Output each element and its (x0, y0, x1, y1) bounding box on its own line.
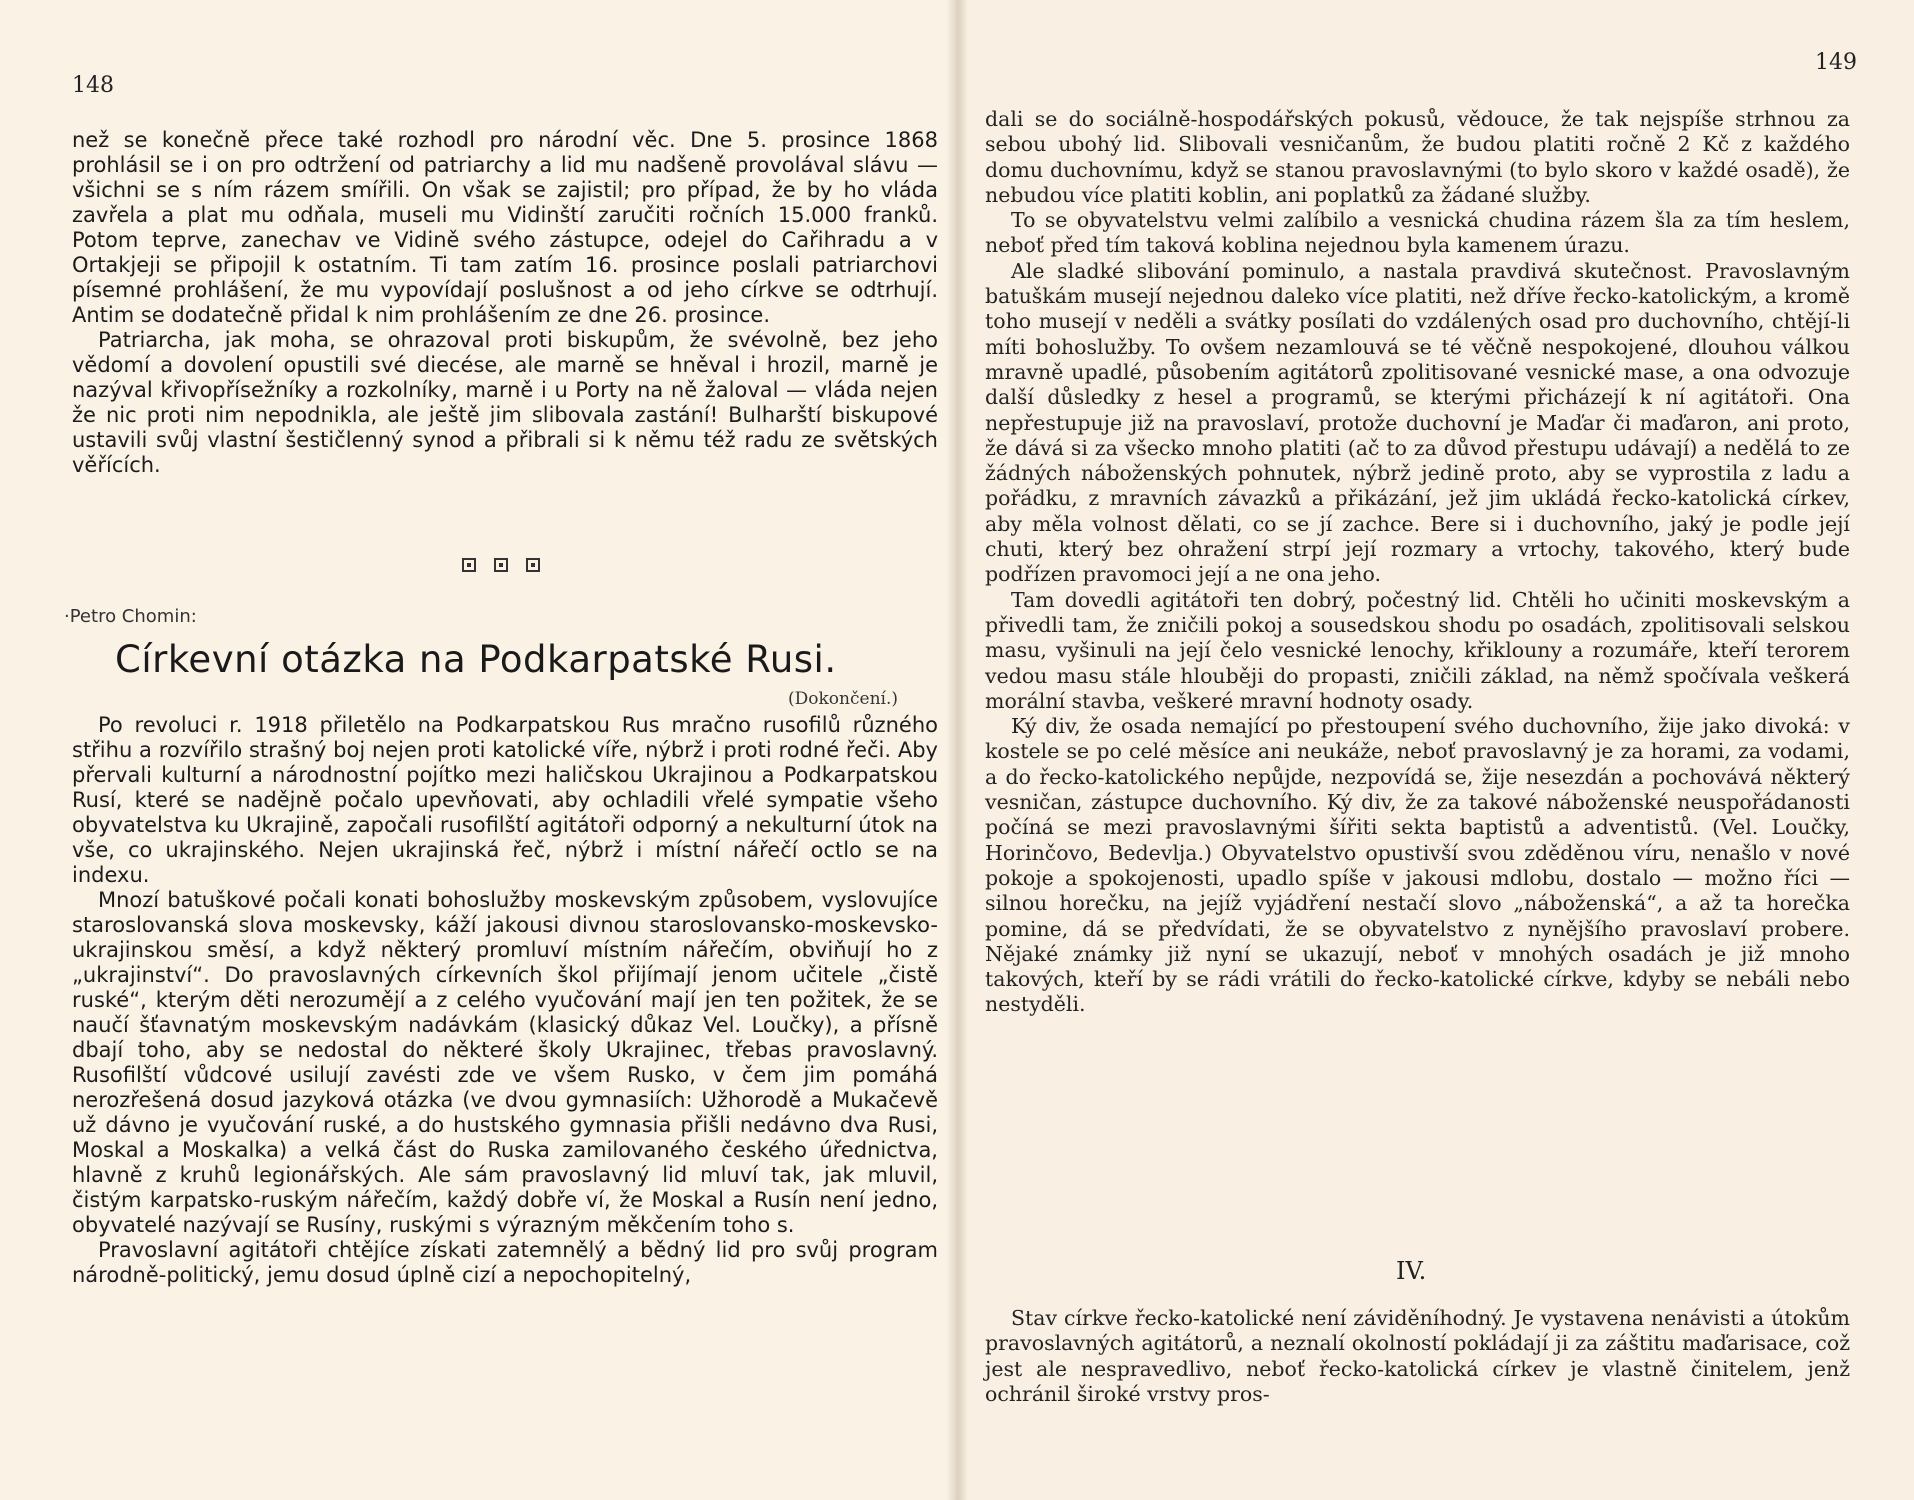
left-top-text (72, 128, 938, 478)
page-number-left: 148 (72, 73, 114, 98)
left-article-text (72, 713, 938, 1288)
paragraph: Stav církve řecko-katolické není záviděníhodný. Je vystavena nenávisti a útokům pravoslavných agitátorů, a neznalí okolností pokládají ji za záštitu maďarisace, což jest ale nespravedlivo, neboť řecko-katolická církev je vlastně činitelem, jenž ochránil široké vrstvy pros- (985, 1306, 1850, 1406)
square-ornament-icon (526, 558, 540, 572)
paragraph: než se konečně přece také rozhodl pro národní věc. Dne 5. prosince 1868 prohlásil se i on pro odtržení od patriarchy a lid mu nadšeně provolával slávu — všichni se s ním rázem smířili. On však se zajistil; pro případ, že by ho vláda zavřela a plat mu odňala, museli mu Vidinští zaručiti ročních 15.000 franků. Potom teprve, zanechav ve Vidině svého zástupce, odejel do Cařihradu a v Ortakjeji se připojil k ostatním. Ti tam zatím 16. prosince poslali patriarchovi písemné prohlášení, že mu vypovídají poslušnost a od jeho církve se odtrhují. Antim se dodatečně přidal k nim prohlášením ze dne 26. prosince. (72, 128, 938, 327)
article-author: ·Petro Chomin: (64, 606, 197, 627)
paragraph: Ký div, že osada nemající po přestoupení svého duchovního, žije jako divoká: v kostele se po celé měsíce ani neukáže, neboť pravoslavný je za horami, za vodami, a do řecko-katolického nepůjde, nezpovídá se, žije nesezdán a pochovává některý vesničan, zástupce duchovního. Ký div, že za takové náboženské neuspořádanosti počíná se mezi pravoslavnými šířiti sekta baptistů a adventistů. (Vel. Loučky, Horinčovo, Bedevlja.) Obyvatelstvo opustivší svou zděděnou víru, nenašlo v nové pokoje a spokojenosti, upadlo spíše v jakousi mdlobu, dostalo — možno říci — silnou horečku, na jejíž vyjádření nestačí slovo „náboženská“, a až ta horečka pomine, dá se předvídati, že se obyvatelstvo z nynějšího pravoslaví probere. Nějaké známky již nyní se ukazují, neboť v mnohých osadách je již mnoho takových, kteří by se rádi vrátili do řecko-katolické církve, kdyby se nebáli nebo nestyděli. (985, 714, 1850, 1017)
square-ornament-icon (494, 558, 508, 572)
book-gutter (946, 0, 968, 1500)
continuation-note: (Dokončení.) (788, 689, 898, 709)
paragraph: Po revoluci r. 1918 přiletělo na Podkarpatskou Rus mračno rusofilů různého střihu a rozvířilo strašný boj nejen proti katolické víře, nýbrž i proti rodné řeči. Aby přervali kulturní a národnostní pojítko mezi haličskou Ukrajinou a Podkarpatskou Rusí, které se nadějně počalo upevňovati, aby ochladili vřelé sympatie všeho obyvatelstva ku Ukrajině, započali rusofilští agitátoři odporný a nekulturní útok na vše, co ukrajinského. Nejen ukrajinská řeč, nýbrž i místní nářečí octlo se na indexu. (72, 713, 938, 887)
paragraph: Ale sladké slibování pominulo, a nastala pravdivá skutečnost. Pravoslavným batuškám musejí nejednou daleko více platiti, než dříve řecko-katolickým, a kromě toho musejí v neděli a svátky posílati do vzdálených osad pro duchovního, chtějí-li míti bohoslužby. To ovšem nezamlouvá se té věčně nespokojené, dlouhou válkou mravně upadlé, působením agitátorů zpolitisované vesnické mase, a ona odvozuje další důsledky z hesel a programů, se kterými přicházejí k ní agitátoři. Ona nepřestupuje již na pravoslaví, protože duchovní je Maďar či maďaron, ani proto, že dává si za všecko mnoho platiti (ač to za důvod přestupu udávají) a nedělá to ze žádných náboženských pohnutek, nýbrž jedině proto, aby se vyprostila z ladu a pořádku, z mravních závazků a přikázání, jež jim ukládá řecko-katolická církev, aby měla volnost dělati, co se jí zachce. Bere si i duchovního, jaký je podle její chuti, který bez ohražení strpí její rozmary a vrtochy, takového, který bude podřízen pravomoci její a ne ona jeho. (985, 258, 1850, 587)
square-ornament-icon (462, 558, 476, 572)
paragraph: Mnozí batuškové počali konati bohoslužby moskevským způsobem, vyslovujíce staroslovanská slova moskevsky, káží jakousi divnou staroslovansko-moskevsko-ukrajinskou směsí, a když některý promluví místním nářečím, obviňují ho z „ukrajinství“. Do pravoslavných církevních škol přijímají jenom učitele „čistě ruské“, kterým děti nerozumějí a z celého vyučování mají jen ten požitek, že se naučí šťavnatým moskevským nadávkám (klasický důkaz Vel. Loučky), a přísně dbají toho, aby se nedostal do některé školy Ukrajinec, třebas pravoslavný. Rusofilští vůdcové usilují zavésti zde ve všem Rusko, v čem jim pomáhá nerozřešená dosud jazyková otázka (ve dvou gymnasiích: Užhorodě a Mukačevě už dávno je vyučování ruské, a do hustského gymnasia přišli nedávno dva Rusi, Moskal a Moskalka) a velká část do Ruska zamilovaného českého úřednictva, hlavně z kruhů legionářských. Ale sám pravoslavný lid mluví tak, jak mluvil, čistým karpatsko-ruským nářečím, každý dobře ví, že Moskal a Rusín není jedno, obyvatelé nazývají se Rusíny, ruskými s výrazným měkčením toho s. (72, 888, 938, 1237)
paragraph: To se obyvatelstvu velmi zalíbilo a vesnická chudina rázem šla za tím heslem, neboť před tím taková koblina nejednou byla kamenem úrazu. (985, 208, 1850, 258)
section-divider-ornament (462, 558, 540, 572)
right-top-text (985, 107, 1850, 1018)
paragraph: dali se do sociálně-hospodářských pokusů, vědouce, že tak nejspíše strhnou za sebou ubohý lid. Slibovali vesničanům, že budou platiti ročně 2 Kč z každého domu duchovnímu, když se stanou pravoslavnými (to bylo skoro v každé osadě), že nebudou více platiti koblin, ani poplatků za žádané služby. (985, 107, 1850, 207)
paragraph: Pravoslavní agitátoři chtějíce získati zatemnělý a bědný lid pro svůj program národně-politický, jemu dosud úplně cizí a nepochopitelný, (72, 1238, 938, 1287)
article-title: Církevní otázka na Podkarpatské Rusi. (115, 638, 837, 681)
right-bottom-text (985, 1306, 1850, 1407)
paragraph: Tam dovedli agitátoři ten dobrý, počestný lid. Chtěli ho učiniti moskevským a přivedli tam, že zničili pokoj a sousedskou shodu po osadách, zpolitisovali selskou masu, vyšinuli na její čelo vesnické lenochy, křiklouny a rozumáře, kteří terorem vedou masu stále hlouběji do propasti, zničili základ, na němž spočívala veškerá morální stavba, veškeré mravní hodnoty osady. (985, 587, 1850, 713)
page-number-right: 149 (1815, 50, 1857, 75)
section-heading: IV. (1396, 1257, 1427, 1285)
paragraph: Patriarcha, jak moha, se ohrazoval proti biskupům, že svévolně, bez jeho vědomí a dovolení opustili své diecése, ale marně se hněval i hrozil, marně je nazýval křivopřísežníky a rozkolníky, marně i u Porty na ně žaloval — vláda nejen že nic proti nim nepodnikla, ale ještě jim slibovala zastání! Bulharští biskupové ustavili svůj vlastní šestičlenný synod a přibrali si k němu též radu ze světských věřících. (72, 328, 938, 477)
